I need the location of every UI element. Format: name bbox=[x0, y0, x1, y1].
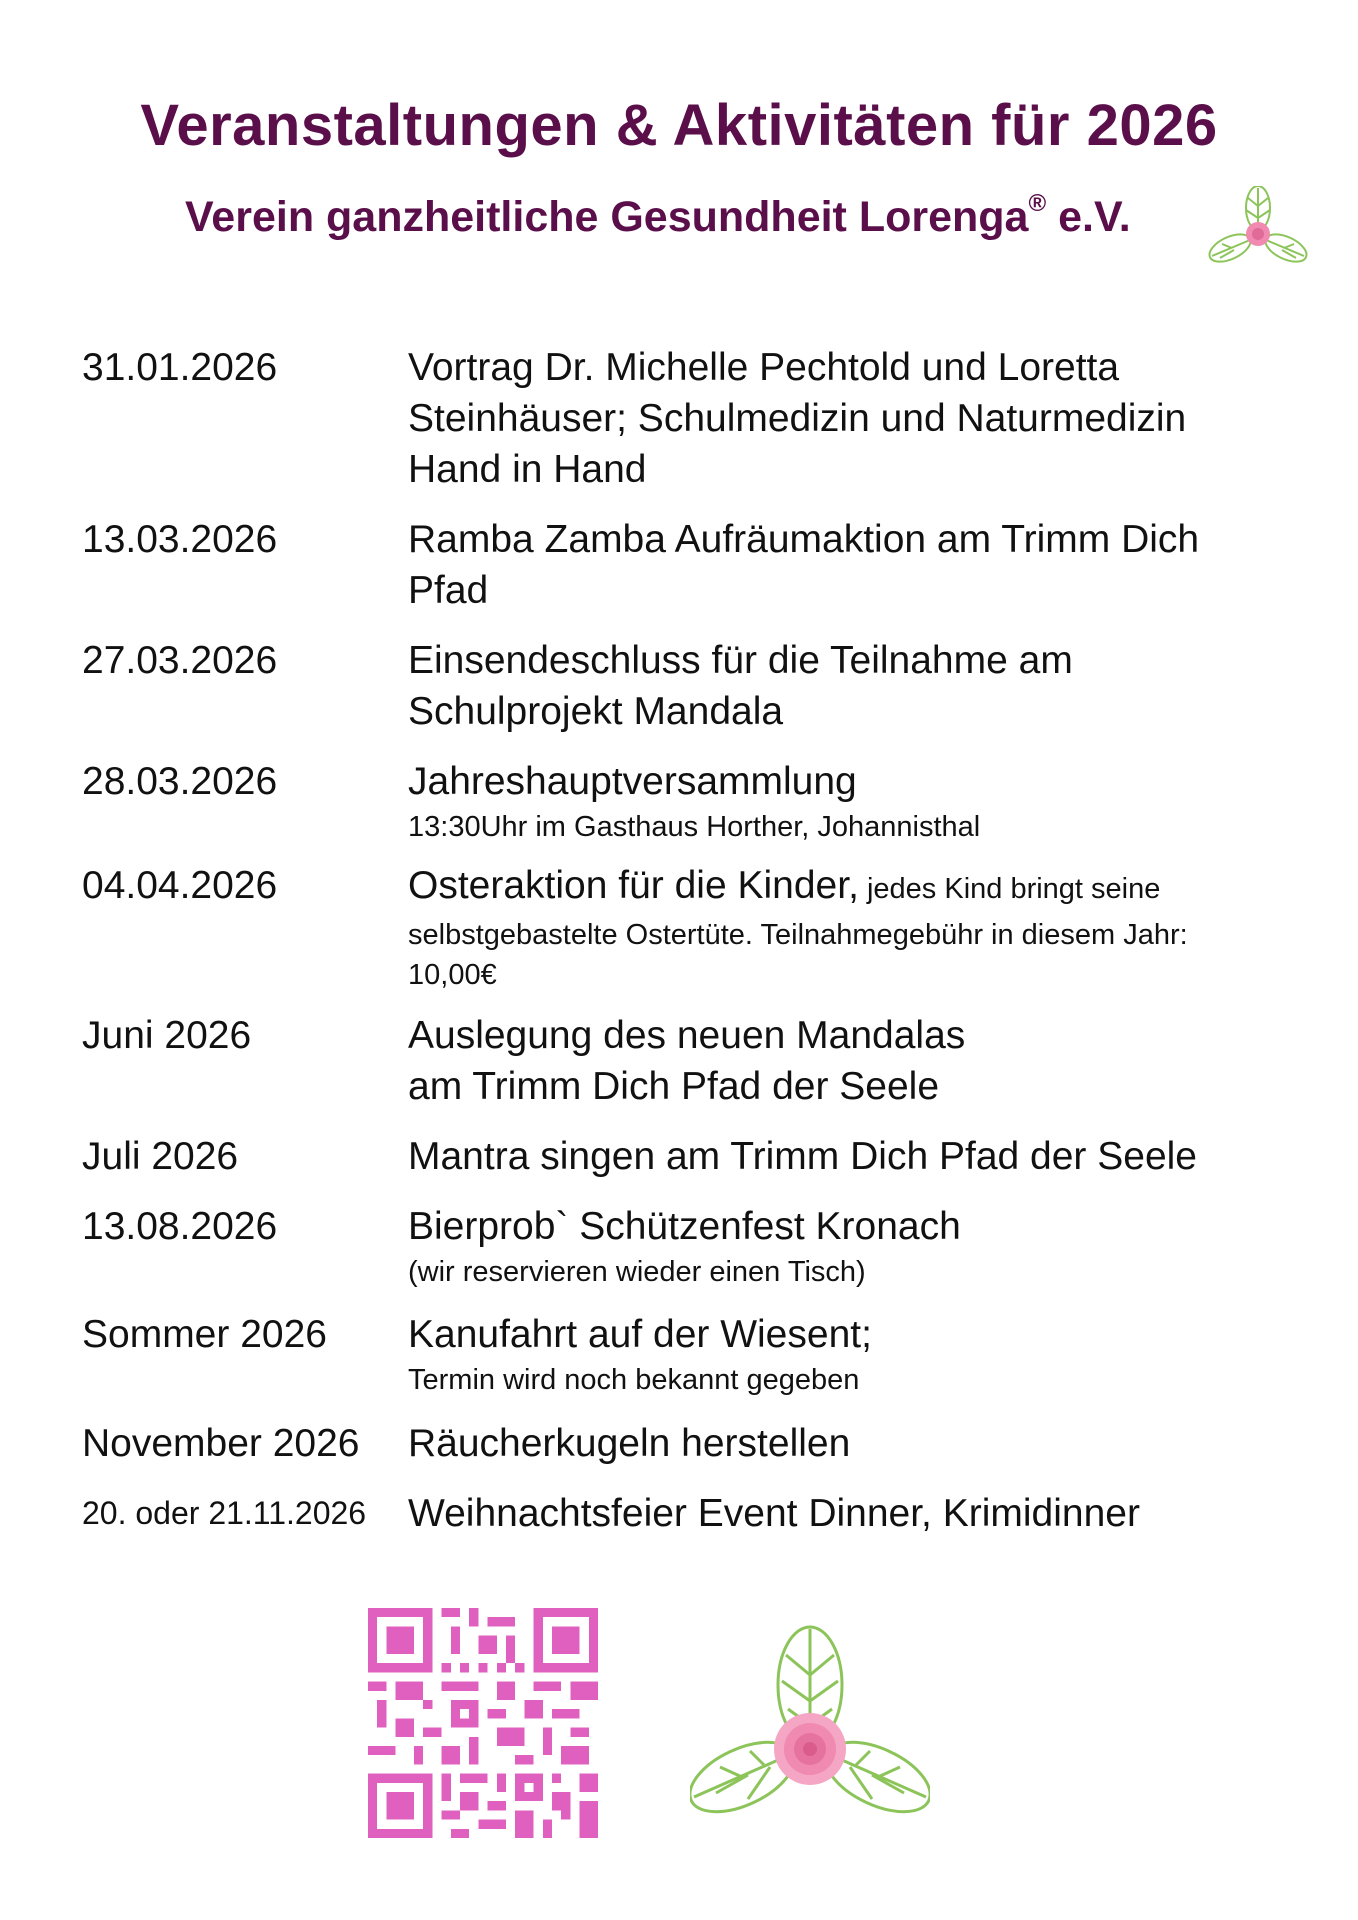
event-date: 27.03.2026 bbox=[82, 639, 278, 682]
event-line: Auslegung des neuen Mandalas bbox=[408, 1014, 966, 1057]
event-description bbox=[408, 860, 1332, 995]
event-row bbox=[82, 756, 1332, 860]
event-description bbox=[408, 1309, 1332, 1400]
page-title: Veranstaltungen & Aktivitäten für 2026 bbox=[140, 93, 1218, 158]
event-date: 13.08.2026 bbox=[82, 1205, 278, 1248]
event-row bbox=[82, 342, 1332, 514]
event-date: Juli 2026 bbox=[82, 1135, 239, 1178]
event-line: Mantra singen am Trimm Dich Pfad der Seele bbox=[408, 1135, 1197, 1178]
event-line bbox=[408, 860, 1332, 915]
events-list bbox=[82, 342, 1332, 1548]
event-line: Ramba Zamba Aufräumaktion am Trimm Dich bbox=[408, 518, 1200, 561]
event-description bbox=[408, 342, 1332, 495]
event-date: Juni 2026 bbox=[82, 1014, 252, 1057]
event-line: Steinhäuser; Schulmedizin und Naturmedizin bbox=[408, 397, 1187, 440]
event-description bbox=[408, 1488, 1332, 1539]
event-description bbox=[408, 756, 1332, 847]
event-line: Schulprojekt Mandala bbox=[408, 690, 784, 733]
event-date: November 2026 bbox=[82, 1422, 360, 1465]
event-line: Kanufahrt auf der Wiesent; bbox=[408, 1313, 872, 1356]
event-line-text: Osteraktion für die Kinder, bbox=[408, 864, 859, 907]
event-line: Weihnachtsfeier Event Dinner, Krimidinner bbox=[408, 1492, 1140, 1535]
event-line: Hand in Hand bbox=[408, 448, 647, 491]
event-description bbox=[408, 1201, 1332, 1292]
event-line: Pfad bbox=[408, 569, 489, 612]
event-description bbox=[408, 514, 1332, 616]
registered-mark: ® bbox=[1028, 190, 1047, 217]
event-line: am Trimm Dich Pfad der Seele bbox=[408, 1065, 940, 1108]
event-line: Jahreshauptversammlung bbox=[408, 760, 857, 803]
event-date: 13.03.2026 bbox=[82, 518, 278, 561]
event-note: (wir reservieren wieder einen Tisch) bbox=[408, 1256, 866, 1288]
event-row bbox=[82, 514, 1332, 635]
event-note: 13:30Uhr im Gasthaus Horther, Johannisthal bbox=[408, 811, 981, 843]
event-description bbox=[408, 1010, 1332, 1112]
event-row bbox=[82, 1488, 1332, 1548]
page-subtitle bbox=[185, 190, 1131, 242]
event-date: 04.04.2026 bbox=[82, 864, 278, 907]
event-description bbox=[408, 1131, 1332, 1182]
qr-code[interactable] bbox=[368, 1608, 598, 1838]
event-row bbox=[82, 635, 1332, 756]
event-line: Vortrag Dr. Michelle Pechtold und Loretta bbox=[408, 346, 1120, 389]
event-row bbox=[82, 1010, 1332, 1131]
trefoil-rose-logo-icon bbox=[690, 1625, 930, 1845]
event-note: Termin wird noch bekannt gegeben bbox=[408, 1364, 860, 1396]
event-line: Räucherkugeln herstellen bbox=[408, 1422, 851, 1465]
trefoil-rose-icon bbox=[1208, 186, 1308, 278]
event-row bbox=[82, 1201, 1332, 1309]
event-date: 28.03.2026 bbox=[82, 760, 278, 803]
event-description bbox=[408, 635, 1332, 737]
event-note: selbstgebastelte Ostertüte. Teilnahmegebühr in diesem Jahr: bbox=[408, 919, 1188, 951]
event-row bbox=[82, 1418, 1332, 1488]
subtitle-suffix: e.V. bbox=[1046, 193, 1131, 241]
event-date: 31.01.2026 bbox=[82, 346, 278, 389]
event-inline-note: jedes Kind bringt seine bbox=[858, 873, 1161, 905]
event-row bbox=[82, 1131, 1332, 1201]
event-description bbox=[408, 1418, 1332, 1469]
event-line: Einsendeschluss für die Teilnahme am bbox=[408, 639, 1073, 682]
event-row bbox=[82, 1309, 1332, 1418]
event-date: 20. oder 21.11.2026 bbox=[82, 1495, 367, 1531]
event-date: Sommer 2026 bbox=[82, 1313, 327, 1356]
event-line: Bierprob` Schützenfest Kronach bbox=[408, 1205, 961, 1248]
subtitle-text: Verein ganzheitliche Gesundheit Lorenga bbox=[185, 193, 1029, 241]
event-row bbox=[82, 860, 1332, 1010]
event-note: 10,00€ bbox=[408, 959, 497, 991]
